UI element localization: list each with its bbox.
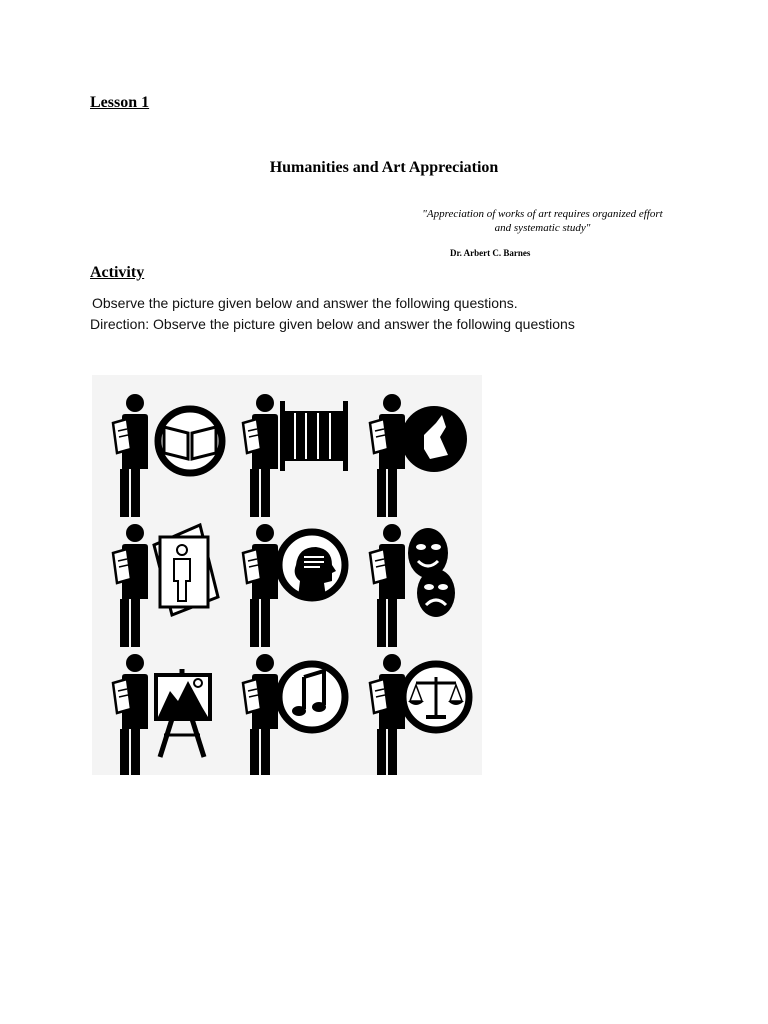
- quote-attribution: Dr. Arbert C. Barnes: [450, 248, 531, 258]
- music-note-icon: [243, 654, 345, 775]
- painting-easel-icon: [113, 654, 210, 775]
- head-thought-icon: [243, 524, 345, 647]
- activity-heading: Activity: [90, 264, 145, 281]
- scales-justice-icon: [370, 654, 469, 775]
- activity-figure: [92, 375, 482, 775]
- lesson-heading: Lesson 1: [90, 94, 150, 111]
- sketch-papers-icon: [113, 524, 218, 647]
- instruction-line-1: Observe the picture given below and answer the following questions.: [92, 295, 518, 311]
- theater-masks-icon: [370, 524, 455, 647]
- sculpture-icon: [370, 394, 467, 517]
- book-icon: [113, 394, 222, 517]
- document-title: Humanities and Art Appreciation: [269, 159, 499, 176]
- quote-text: "Appreciation of works of art requires organized effort and systematic study": [422, 208, 663, 234]
- instruction-line-2: Direction: Observe the picture given below and answer the following questions: [90, 316, 575, 332]
- scroll-icon: [243, 394, 348, 517]
